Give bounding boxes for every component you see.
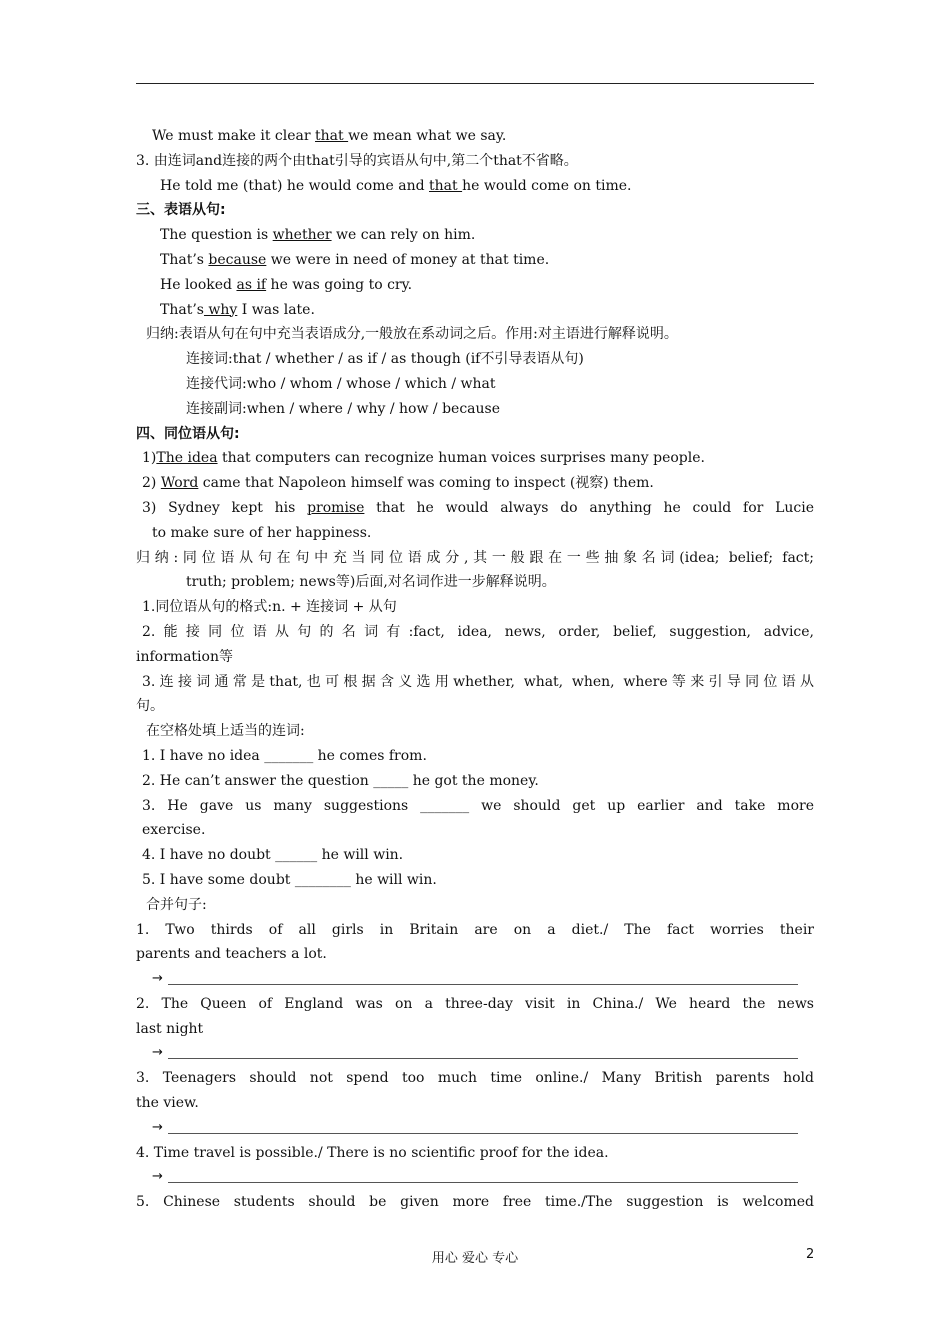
exercise-item: 2. He can’t answer the question _____ he got the money.: [142, 772, 539, 789]
summary-line: truth; problem; news等)后面,对名词作进一步解释说明。: [186, 574, 556, 591]
exercise-item: exercise.: [142, 822, 206, 839]
example-line: That’s why I was late.: [160, 301, 315, 318]
arrow-icon: →: [152, 1119, 163, 1135]
rule-line: 句。: [136, 698, 164, 715]
answer-line[interactable]: [136, 967, 814, 992]
example-line: That’s because we were in need of money at that time.: [160, 251, 550, 268]
exercise-item: 1. I have no idea _______ he comes from.: [142, 747, 427, 764]
document-body: [136, 124, 814, 1215]
connector-line: 连接词:that / whether / as if / as though (if不引导表语从句): [186, 351, 584, 368]
exercise-heading: 在空格处填上适当的连词:: [146, 723, 305, 740]
example-line: to make sure of her happiness.: [152, 524, 372, 541]
arrow-icon: →: [152, 971, 163, 987]
combine-item: 5. Chinese students should be given more free time./The suggestion is welcomed: [136, 1194, 814, 1211]
exercise-item: 3. He gave us many suggestions _______ we should get up earlier and take more: [142, 797, 814, 814]
combine-item: last night: [136, 1020, 204, 1037]
footer-text: 用心 爱心 专心: [431, 1251, 519, 1266]
rule-line: information等: [136, 648, 233, 665]
combine-item: 1. Two thirds of all girls in Britain are on a diet./ The fact worries their: [136, 921, 814, 938]
combine-item: parents and teachers a lot.: [136, 946, 327, 963]
exercise-item: 4. I have no doubt ______ he will win.: [142, 847, 404, 864]
header-rule: [136, 83, 814, 84]
rule-line: 2.能接同位语从句的名词有:fact, idea, news, order, belief, suggestion, advice,: [142, 623, 814, 640]
exercise-heading: 合并句子:: [146, 896, 207, 913]
summary-line: 归纳:同位语从句在句中充当同位语成分,其一般跟在一些抽象名词(idea; belief; fact;: [136, 549, 814, 566]
example-line: He told me (that) he would come and that he would come on time.: [160, 177, 632, 194]
exercise-item: 5. I have some doubt ________ he will win.: [142, 871, 437, 888]
summary-line: 归纳:表语从句在句中充当表语成分,一般放在系动词之后。作用:对主语进行解释说明。: [146, 326, 678, 343]
connector-line: 连接副词:when / where / why / how / because: [186, 400, 501, 417]
answer-line[interactable]: [136, 1165, 814, 1190]
arrow-icon: →: [152, 1045, 163, 1061]
example-line: The question is whether we can rely on him.: [160, 227, 476, 244]
answer-line[interactable]: [136, 1041, 814, 1066]
example-line: 3) Sydney kept his promise that he would always do anything he could for Lucie: [142, 499, 814, 516]
section-heading-3: 三、表语从句:: [136, 202, 226, 219]
combine-item: 2. The Queen of England was on a three-day visit in China./ We heard the news: [136, 995, 814, 1012]
arrow-icon: →: [152, 1169, 163, 1185]
combine-item: the view.: [136, 1095, 199, 1112]
example-line: He looked as if he was going to cry.: [160, 276, 413, 293]
combine-item: 3. Teenagers should not spend too much time online./ Many British parents hold: [136, 1070, 814, 1087]
connector-line: 连接代词:who / whom / whose / which / what: [186, 375, 496, 392]
section-heading-4: 四、同位语从句:: [136, 425, 240, 442]
rule-3: 3. 由连词and连接的两个由that引导的宾语从句中,第二个that不省略。: [136, 152, 578, 169]
rule-line: 3.连接词通常是that,也可根据含义选用whether, what, when, where等来引导同位语从: [142, 673, 814, 690]
page-number: 2: [806, 1247, 815, 1262]
combine-item: 4. Time travel is possible./ There is no scientific proof for the idea.: [136, 1144, 609, 1161]
answer-line[interactable]: [136, 1116, 814, 1141]
example-line: 1)The idea that computers can recognize human voices surprises many people.: [142, 450, 705, 467]
example-line: We must make it clear that we mean what we say.: [152, 128, 507, 144]
rule-line: 1.同位语从句的格式:n. + 连接词 + 从句: [142, 599, 397, 616]
example-line: 2) Word came that Napoleon himself was coming to inspect (视察) them.: [142, 475, 654, 492]
